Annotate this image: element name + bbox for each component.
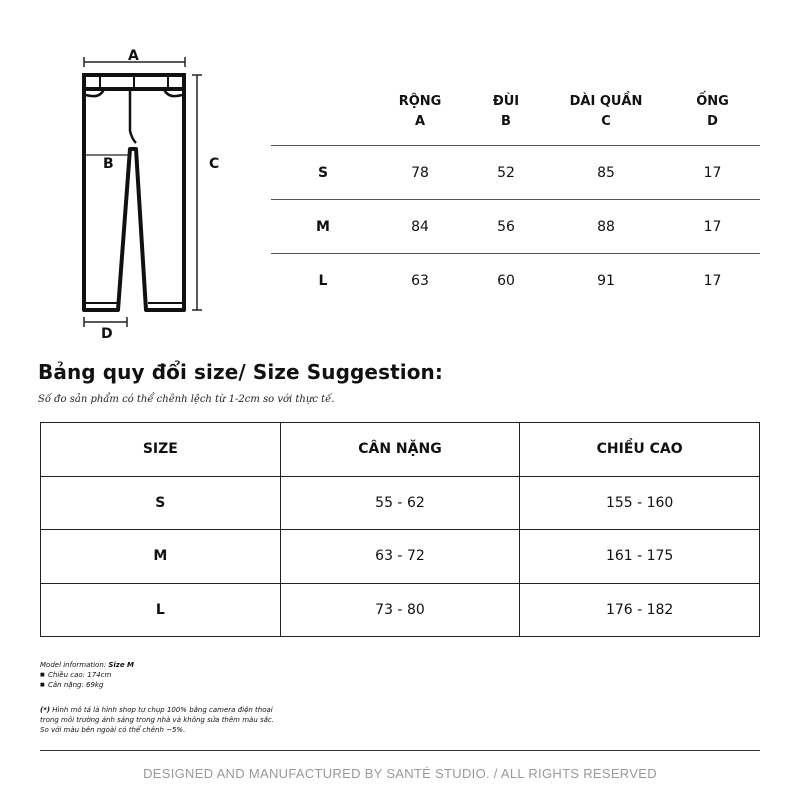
size-cell: S [317, 164, 329, 181]
weight-cell: 73 - 80 [280, 583, 520, 637]
measurement-row-s [271, 146, 760, 200]
header-name: ỐNG [696, 94, 729, 109]
photo-disclaimer [40, 705, 340, 735]
size-suggestion-table [40, 422, 760, 637]
disclaimer-line-2: trong môi trường ánh sáng trong nhà và không sửa thêm màu sắc. [40, 716, 275, 724]
model-size: Size M [108, 661, 135, 669]
header-name: DÀI QUẦN [569, 94, 643, 109]
header-cell-leg-opening [665, 90, 760, 145]
footer-copyright: DESIGNED AND MANUFACTURED BY SANTÉ STUDIO. / ALL RIGHTS RESERVED [143, 766, 657, 781]
header-cell-length [547, 90, 665, 145]
model-information [40, 660, 134, 690]
height-cell: 176 - 182 [520, 583, 760, 637]
value-cell-c: 88 [597, 218, 615, 235]
value-cell-c: 91 [597, 273, 615, 289]
header-cell-width [375, 90, 465, 145]
weight-cell: 63 - 72 [280, 530, 520, 584]
header-size: SIZE [41, 423, 281, 477]
measurement-tolerance-note: Số đo sản phẩm có thể chênh lệch từ 1-2cm so với thực tế. [38, 394, 335, 405]
size-cell: L [41, 583, 281, 637]
pants-outline-illustration [70, 45, 230, 345]
size-cell: M [41, 530, 281, 584]
value-cell-a: 84 [411, 218, 429, 235]
model-weight: ■ Cân nặng: 69kg [40, 680, 134, 690]
size-suggestion-heading: Bảng quy đổi size/ Size Suggestion: [38, 360, 443, 384]
model-info-list [40, 670, 134, 690]
disclaimer-text-1: Hình mô tả là hình shop tự chụp 100% bằng camera điện thoại [50, 706, 273, 714]
size-cell: L [318, 273, 328, 289]
model-info-line [40, 660, 134, 670]
suggestion-header-row [41, 423, 760, 477]
header-height: CHIỀU CAO [520, 423, 760, 477]
footer-divider [40, 750, 760, 751]
measurement-row-l [271, 254, 760, 308]
weight-cell: 55 - 62 [280, 476, 520, 530]
header-weight: CÂN NẶNG [280, 423, 520, 477]
header-letter: C [601, 114, 611, 129]
disclaimer-line-3: So với màu bên ngoài có thể chênh ~5%. [40, 726, 186, 734]
header-cell-thigh [465, 90, 547, 145]
header-letter: D [707, 114, 718, 129]
size-cell: S [41, 476, 281, 530]
value-cell-b: 56 [497, 218, 515, 235]
header-name: RỘNG [398, 94, 442, 109]
dimension-label-c: C [209, 156, 220, 172]
disclaimer-mark: (*) [40, 706, 51, 714]
measurement-table-header [271, 90, 760, 146]
value-cell-b: 52 [497, 164, 515, 181]
pants-diagram [70, 45, 230, 345]
header-name: ĐÙI [492, 94, 520, 109]
suggestion-row-m [41, 530, 760, 584]
value-cell-d: 17 [703, 273, 722, 289]
suggestion-row-l [41, 583, 760, 637]
header-letter: B [501, 114, 511, 129]
dimension-label-d: D [101, 326, 113, 342]
value-cell-c: 85 [597, 164, 615, 181]
header-cell-blank [271, 90, 375, 145]
model-height: ■ Chiều cao: 174cm [40, 670, 134, 680]
measurement-table [271, 90, 760, 308]
value-cell-a: 63 [411, 273, 429, 289]
dimension-label-b: B [103, 156, 114, 172]
size-cell: M [316, 218, 330, 235]
dimension-label-a: A [128, 48, 139, 64]
measurement-row-m [271, 200, 760, 254]
model-info-label: Model information: [40, 661, 109, 669]
value-cell-d: 17 [703, 164, 722, 181]
header-letter: A [414, 114, 426, 129]
disclaimer-line-1 [40, 705, 340, 715]
value-cell-b: 60 [497, 273, 515, 289]
suggestion-row-s [41, 476, 760, 530]
value-cell-a: 78 [411, 164, 429, 181]
value-cell-d: 17 [703, 218, 722, 235]
height-cell: 155 - 160 [520, 476, 760, 530]
height-cell: 161 - 175 [520, 530, 760, 584]
